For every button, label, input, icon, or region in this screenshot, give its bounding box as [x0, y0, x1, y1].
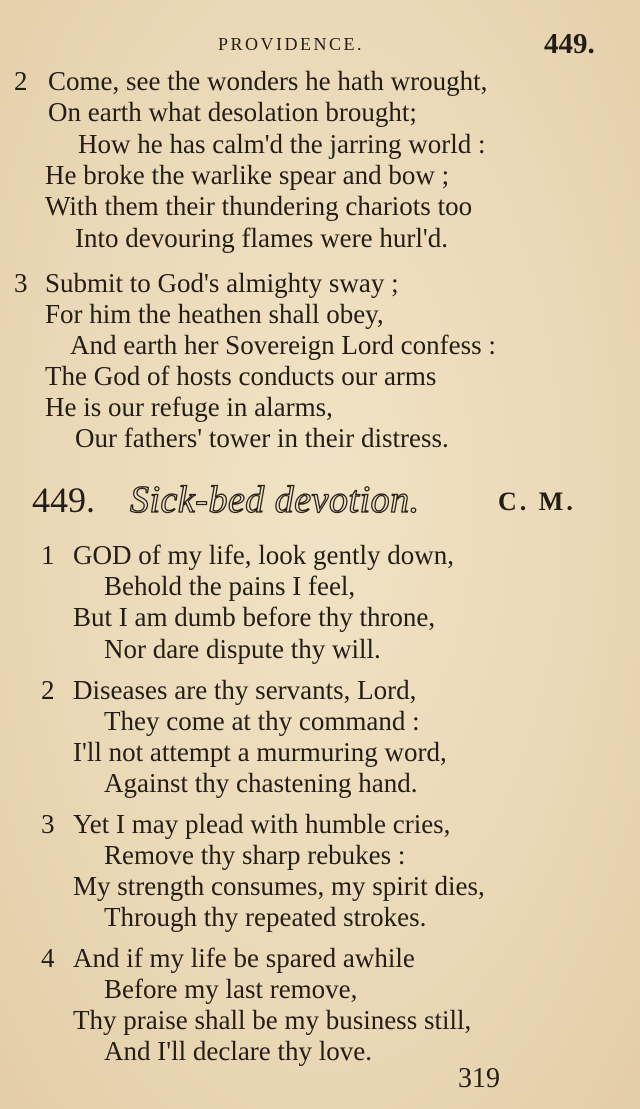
verse-text: Come, see the wonders he hath wrought, — [48, 66, 488, 96]
verse-text: Diseases are thy servants, Lord, — [73, 675, 417, 705]
verse-line — [0, 632, 640, 666]
verse-text: They come at thy command : — [104, 706, 420, 736]
verse-text: He broke the warlike spear and bow ; — [45, 160, 450, 190]
running-head — [0, 28, 640, 68]
verse-line — [0, 673, 640, 707]
verse-text: And if my life be spared awhile — [73, 943, 415, 973]
verse-text: With them their thundering chariots too — [45, 191, 473, 221]
verse-line — [0, 95, 640, 129]
verse-line — [0, 1003, 640, 1037]
verse-text: And I'll declare thy love. — [104, 1036, 373, 1066]
verse-text: Yet I may plead with humble cries, — [73, 809, 451, 839]
stanza-number: 2 — [41, 675, 55, 705]
verse-text: Remove thy sharp rebukes : — [104, 840, 406, 870]
verse-text: Our fathers' tower in their distress. — [75, 423, 449, 453]
verse-line — [0, 189, 640, 223]
verse-line — [0, 127, 640, 161]
verse-line — [0, 807, 640, 841]
verse-text: And earth her Sovereign Lord confess : — [70, 330, 496, 360]
stanza-number: 1 — [41, 540, 55, 570]
verse-text: Through thy repeated strokes. — [104, 902, 427, 932]
verse-line — [0, 941, 640, 975]
verse-line — [0, 328, 640, 362]
verse-text: The God of hosts conducts our arms — [45, 361, 437, 391]
hymn-number: 449. — [32, 480, 95, 520]
hymn-title: Sick-bed devotion. — [130, 479, 420, 521]
verse-text: Submit to God's almighty sway ; — [45, 268, 399, 298]
verse-line — [0, 900, 640, 934]
verse-text: Before my last remove, — [104, 974, 358, 1004]
stanza-number: 3 — [41, 809, 55, 839]
stanza-number: 3 — [14, 268, 28, 298]
verse-text: Against thy chastening hand. — [104, 768, 418, 798]
verse-text: He is our refuge in alarms, — [45, 392, 333, 422]
verse-line — [0, 538, 640, 572]
verse-line — [0, 869, 640, 903]
verse-line — [0, 569, 640, 603]
verse-text: GOD of my life, look gently down, — [73, 540, 454, 570]
stanza-number: 2 — [14, 66, 28, 96]
verse-line — [0, 421, 640, 455]
verse-line — [0, 359, 640, 393]
verse-line — [0, 266, 640, 300]
verse-text: Behold the pains I feel, — [104, 571, 356, 601]
verse-text: I'll not attempt a murmuring word, — [73, 737, 447, 767]
verse-line — [0, 1034, 640, 1068]
verse-line — [0, 158, 640, 192]
stanza-number: 4 — [41, 943, 55, 973]
verse-line — [0, 735, 640, 769]
verse-line — [0, 390, 640, 424]
verse-text: Into devouring flames were hurl'd. — [75, 223, 449, 253]
verse-text: Thy praise shall be my business still, — [73, 1005, 472, 1035]
hymn-meter: C. M. — [498, 487, 576, 516]
hymn-heading — [0, 474, 640, 526]
verse-text: My strength consumes, my spirit dies, — [73, 871, 485, 901]
verse-line — [0, 838, 640, 872]
verse-line — [0, 704, 640, 738]
verse-line — [0, 297, 640, 331]
verse-line — [0, 64, 640, 98]
verse-text: On earth what desolation brought; — [48, 97, 417, 127]
verse-text: For him the heathen shall obey, — [45, 299, 384, 329]
running-head-number: 449. — [544, 28, 595, 60]
verse-line — [0, 766, 640, 800]
verse-line — [0, 600, 640, 634]
verse-text: How he has calm'd the jarring world : — [78, 129, 486, 159]
verse-line — [0, 221, 640, 255]
running-head-title: PROVIDENCE. — [218, 34, 365, 54]
verse-text: But I am dumb before thy throne, — [73, 602, 436, 632]
page-number: 319 — [458, 1063, 500, 1094]
verse-text: Nor dare dispute thy will. — [104, 634, 381, 664]
verse-line — [0, 972, 640, 1006]
